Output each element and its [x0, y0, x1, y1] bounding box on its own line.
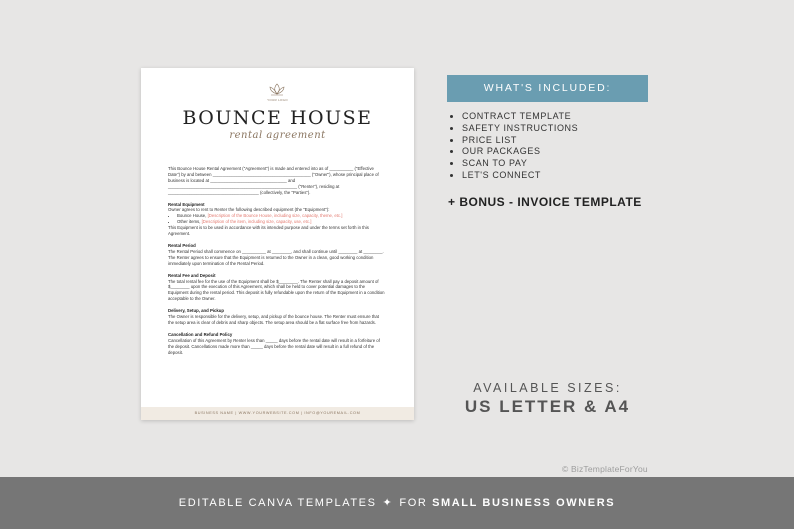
- section-title: Rental Fee and Deposit: [168, 272, 216, 278]
- lotus-logo-icon: [267, 82, 287, 98]
- document-footer: BUSINESS NAME | WWW.YOURWEBSITE.COM | INFO@YOUREMAIL.COM: [141, 407, 414, 420]
- sparkle-icon: ✦: [382, 497, 394, 509]
- section-rental-period: [168, 243, 386, 267]
- section-text: The Owner is responsible for the delivery, setup, and pickup of the bounce house. The Renter must ensure that the setup area is clear of debris and sharp objects. The setup area should be a flat surface free from hazards.: [168, 314, 379, 325]
- section-delivery: [168, 308, 386, 326]
- logo-text: YOUR LOGO: [267, 98, 288, 102]
- section-title: Rental Equipment: [168, 201, 205, 207]
- list-item: • OUR PACKAGES: [462, 146, 578, 158]
- section-title: Cancellation and Refund Policy: [168, 331, 233, 337]
- bottom-banner: [0, 477, 794, 529]
- included-list: [452, 111, 578, 182]
- section-cancellation: [168, 332, 386, 356]
- banner-text-audience: SMALL BUSINESS OWNERS: [432, 497, 616, 509]
- section-text: Cancellation of this Agreement by Renter less than _____ days before the rental date will result in a forfeiture of the deposit. Cancellations made more than _____ days before the rental date will result in a full refund of the deposit.: [168, 337, 380, 355]
- available-sizes-label: AVAILABLE SIZES:: [473, 381, 622, 395]
- bonus-text: + BONUS - INVOICE TEMPLATE: [448, 195, 642, 209]
- intro-paragraph: This Bounce House Rental Agreement ("Agreement") is made and entered into as of __________ ("Effective Date") by and between _________________________________________ ("Owner"), whose principal place of business is located at ________________________________ and ______________________________________________________ ("Renter"), residing at ______________________________________ (collectively, the "Parties").: [168, 166, 379, 195]
- section-text: Owner agrees to rent to Renter the following described equipment (the "Equipment"):: [168, 207, 330, 213]
- available-sizes-value: US LETTER & A4: [464, 397, 631, 416]
- list-item: • LET'S CONNECT: [462, 170, 578, 182]
- banner-text-for: FOR: [399, 497, 428, 509]
- item-detail: [Description of the Bounce House, including size, capacity, theme, etc.]: [207, 213, 343, 219]
- section-text: This Equipment is to be used in accordance with its intended purpose and under the terms set forth in this Agreement.: [168, 225, 369, 237]
- list-item: • CONTRACT TEMPLATE: [462, 111, 578, 123]
- section-text: The Rental Period shall commence on __________ at ________, and shall continue until ________ at ________. The Renter agrees to ensure that the Equipment is returned to the Owner in a clean, good working condition immediately upon termination of the Rental Period.: [168, 248, 384, 266]
- copyright-text: © BizTemplateForYou: [562, 464, 648, 474]
- section-title: Delivery, Setup, and Pickup: [168, 308, 225, 314]
- whats-included-banner: WHAT'S INCLUDED:: [447, 75, 648, 102]
- item-label: Bounce House,: [177, 213, 207, 219]
- list-item: • SAFETY INSTRUCTIONS: [462, 123, 578, 135]
- section-text: The total rental fee for the use of the Equipment shall be $________. The Renter shall pay a deposit amount of $________ upon the execution of this Agreement, which shall be held to cover potential damages to the Equipment during the rental period. This deposit is fully refundable upon the return of the Equipment in a condition acceptable to the Owner.: [168, 278, 385, 302]
- document-title: BOUNCE HOUSE: [182, 107, 373, 129]
- contract-document-preview: [141, 68, 414, 420]
- banner-text-editable: EDITABLE CANVA TEMPLATES: [178, 497, 377, 509]
- section-rental-fee: [168, 273, 386, 303]
- document-subtitle: rental agreement: [229, 130, 326, 141]
- document-body: [168, 166, 386, 355]
- equipment-list: [168, 213, 386, 225]
- list-item: • PRICE LIST: [462, 135, 578, 147]
- item-detail: [Description of the item, including size, capacity, use, etc.]: [201, 219, 312, 225]
- item-label: Other items,: [177, 219, 201, 225]
- section-title: Rental Period: [168, 242, 196, 248]
- list-item: • SCAN TO PAY: [462, 158, 578, 170]
- section-rental-equipment: [168, 202, 386, 237]
